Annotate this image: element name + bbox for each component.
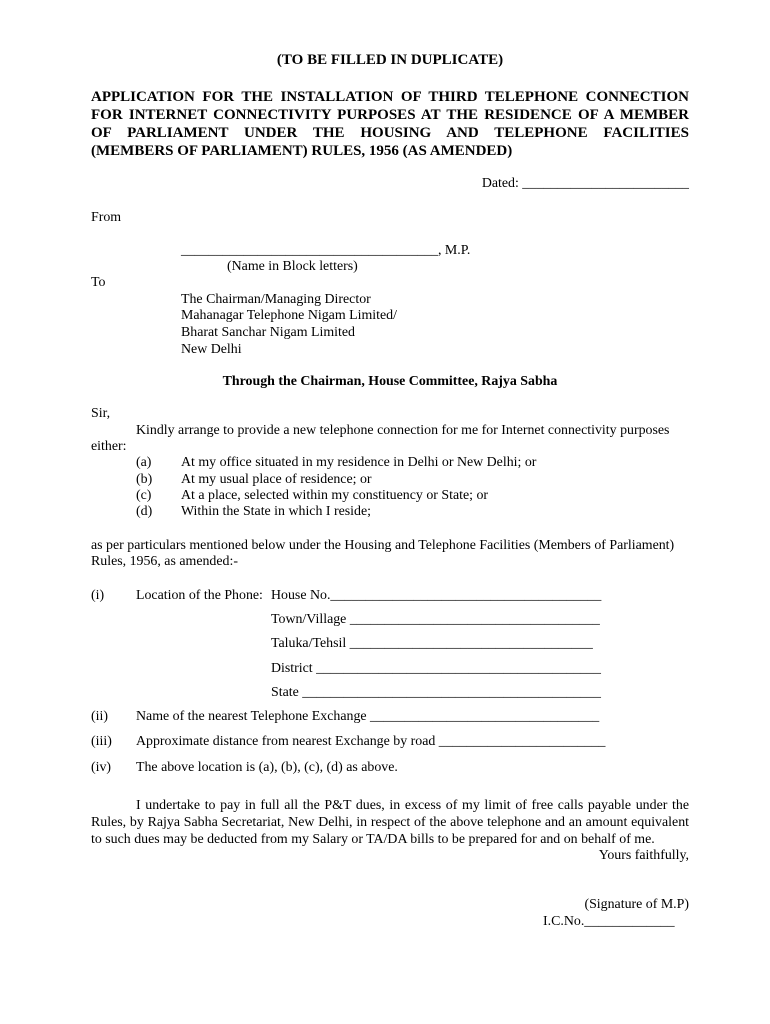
distance-field: Approximate distance from nearest Exchange by road ________________________ (136, 734, 606, 749)
through-line: Through the Chairman, House Committee, Rajya Sabha (222, 374, 558, 389)
district-field: District _________________________________________ (271, 661, 601, 676)
location-statement: The above location is (a), (b), (c), (d) as above. (136, 760, 398, 775)
to-label: To (91, 275, 106, 290)
mp-name-hint: (Name in Block letters) (227, 259, 358, 274)
address-line: Mahanagar Telephone Nigam Limited/ (181, 308, 397, 323)
dated-field: Dated: ________________________ (481, 176, 689, 191)
title-line-3: OF PARLIAMENT UNDER THE HOUSING AND TELEPHONE FACILITIES (91, 125, 689, 141)
option-text: At my usual place of residence; or (181, 472, 372, 487)
undertaking-line-3: to such dues may be deducted from my Salary or TA/DA bills to be prepared for and on behalf of me. (91, 832, 655, 847)
from-label: From (91, 210, 122, 225)
undertaking-line-1: I undertake to pay in full all the P&T dues, in excess of my limit of free calls payable under the (136, 798, 689, 813)
title-line-2: FOR INTERNET CONNECTIVITY PURPOSES AT THE RESIDENCE OF A MEMBER (91, 107, 689, 123)
particulars-intro-line-2: Rules, 1956, as amended:- (91, 554, 238, 569)
item-marker: (i) (91, 588, 105, 603)
request-line-2: either: (91, 439, 127, 454)
item-marker: (iii) (91, 734, 112, 749)
title-line-1: APPLICATION FOR THE INSTALLATION OF THIRD TELEPHONE CONNECTION (91, 89, 689, 105)
location-label: Location of the Phone: (136, 588, 263, 603)
state-field: State ___________________________________________ (271, 685, 601, 700)
option-marker: (d) (136, 504, 153, 519)
signature-label: (Signature of M.P) (584, 897, 689, 912)
taluka-tehsil-field: Taluka/Tehsil ___________________________________ (271, 636, 593, 651)
duplicate-note: (TO BE FILLED IN DUPLICATE) (276, 52, 504, 68)
exchange-field: Name of the nearest Telephone Exchange _________________________________ (136, 709, 600, 724)
undertaking-line-2: Rules, by Rajya Sabha Secretariat, New Delhi, in respect of the above telephone and an amount equivalent (91, 815, 689, 830)
address-line: Bharat Sanchar Nigam Limited (181, 325, 355, 340)
item-marker: (iv) (91, 760, 112, 775)
mp-name-field: _____________________________________, M.P. (181, 243, 471, 258)
town-village-field: Town/Village ____________________________________ (271, 612, 600, 627)
option-marker: (c) (136, 488, 152, 503)
item-marker: (ii) (91, 709, 108, 724)
option-marker: (b) (136, 472, 153, 487)
salutation: Sir, (91, 406, 111, 421)
request-line-1: Kindly arrange to provide a new telephone connection for me for Internet connectivity purposes (136, 423, 670, 438)
option-text: At a place, selected within my constituency or State; or (181, 488, 489, 503)
house-no-field: House No._______________________________________ (271, 588, 602, 603)
address-line: New Delhi (181, 342, 242, 357)
title-line-4: (MEMBERS OF PARLIAMENT) RULES, 1956 (AS AMENDED) (91, 143, 513, 159)
ic-no-field: I.C.No._____________ (543, 914, 675, 929)
particulars-intro-line-1: as per particulars mentioned below under the Housing and Telephone Facilities (Members of Parliament) (91, 538, 675, 553)
closing: Yours faithfully, (598, 848, 689, 863)
option-marker: (a) (136, 455, 152, 470)
option-text: At my office situated in my residence in Delhi or New Delhi; or (181, 455, 537, 470)
address-line: The Chairman/Managing Director (181, 292, 371, 307)
option-text: Within the State in which I reside; (181, 504, 372, 519)
